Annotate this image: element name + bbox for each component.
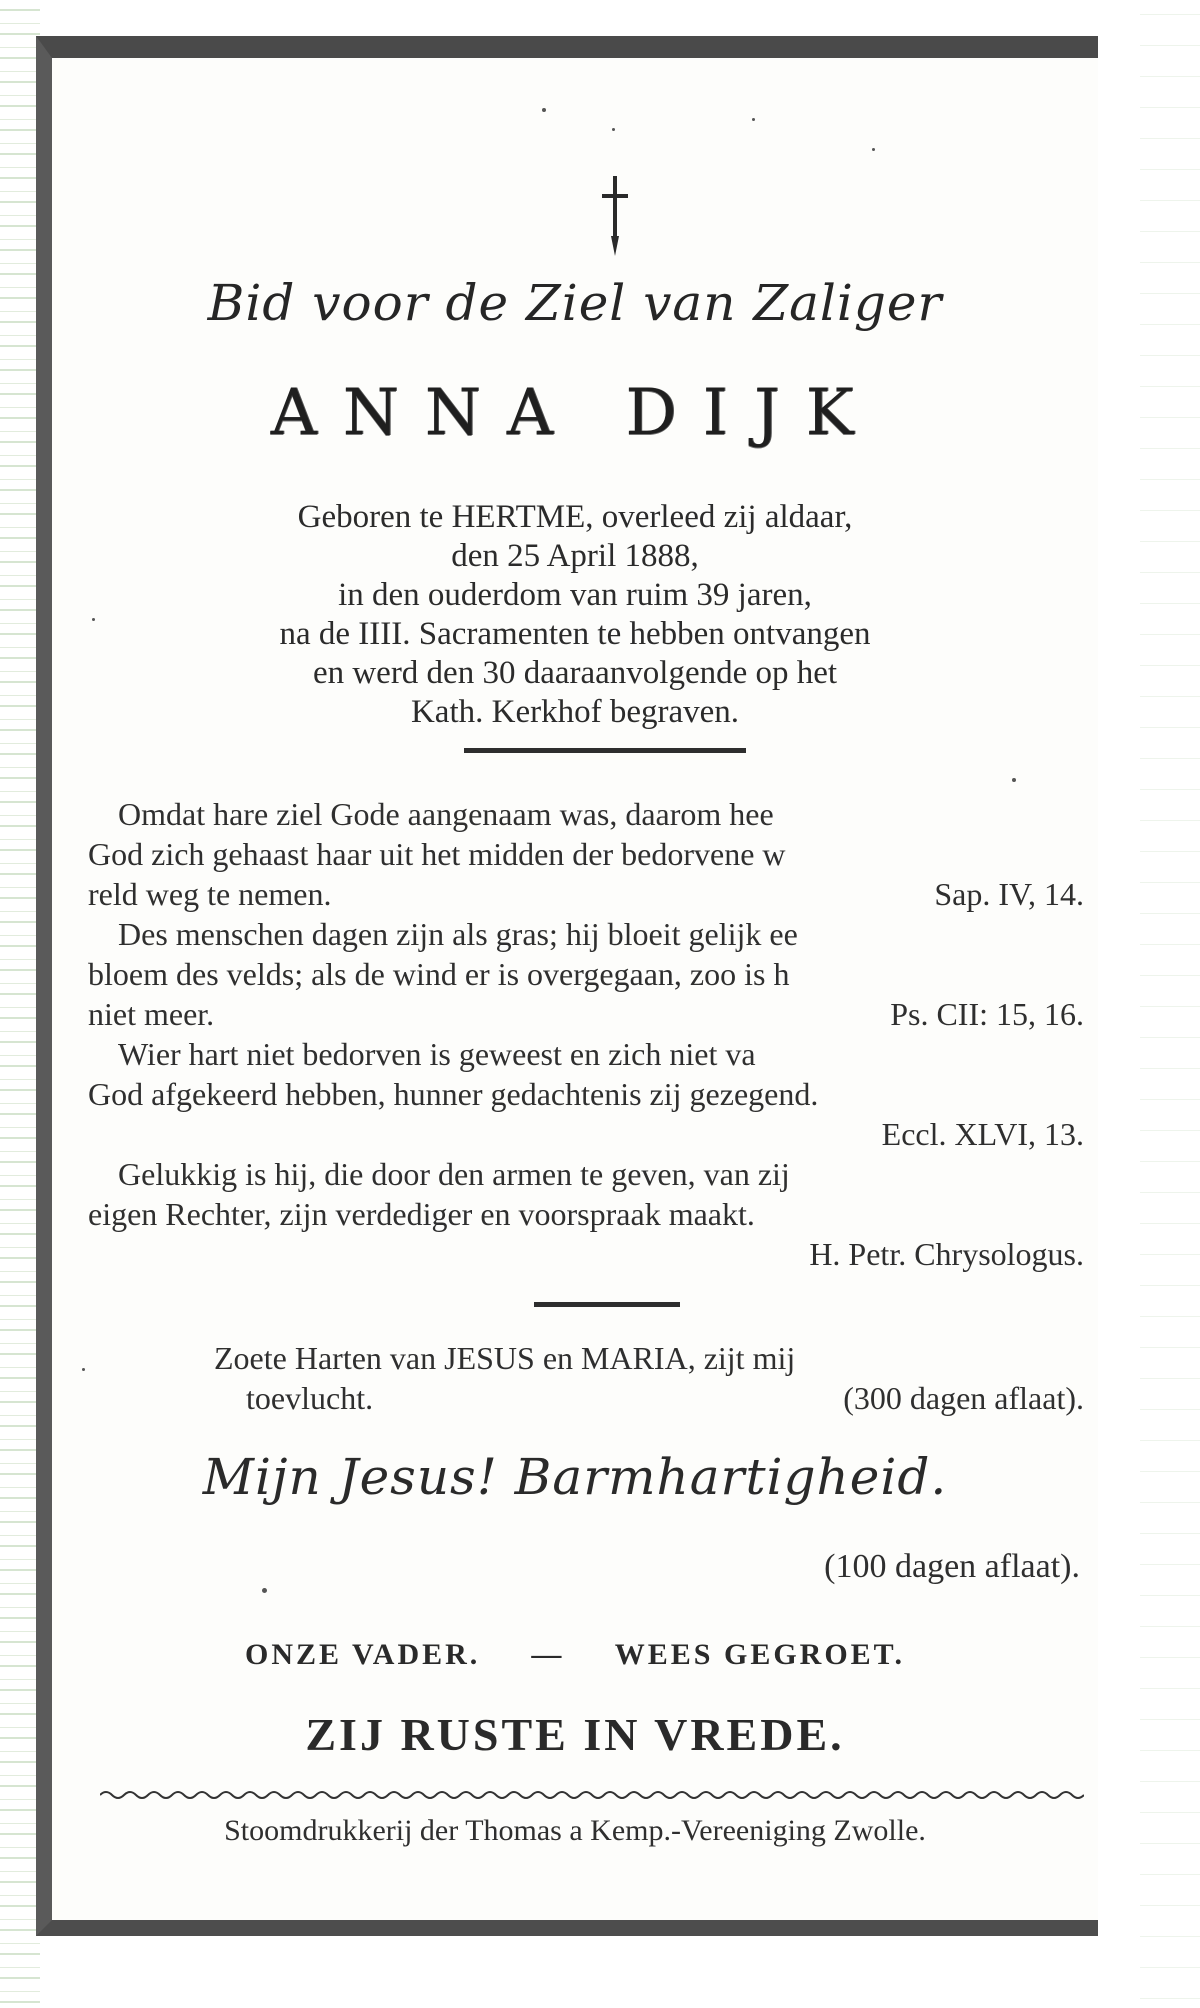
verse-line: eigen Rechter, zijn verdediger en voorspraak maakt. bbox=[88, 1196, 755, 1232]
plea-heading: Mijn Jesus! Barmhartigheid. bbox=[202, 1448, 948, 1506]
printer-imprint: Stoomdrukkerij der Thomas a Kemp.-Vereeniging Zwolle. bbox=[224, 1814, 926, 1847]
memorial-card bbox=[36, 36, 1098, 1936]
divider-rule bbox=[464, 748, 746, 753]
bio-line: en werd den 30 daaraanvolgende op het bbox=[312, 655, 838, 691]
wavy-border bbox=[100, 1788, 1084, 1802]
bio-line: Kath. Kerkhof begraven. bbox=[410, 694, 740, 730]
verse-reference: Ps. CII: 15, 16. bbox=[890, 996, 1084, 1032]
verse-line: Wier hart niet bedorven is geweest en zich niet va bbox=[118, 1036, 756, 1072]
prayer-line: Zoete Harten van JESUS en MARIA, zijt mij bbox=[214, 1340, 796, 1376]
scan-speck bbox=[1012, 778, 1016, 782]
bio-line: na de IIII. Sacramenten te hebben ontvangen bbox=[279, 616, 871, 652]
onze-vader: ONZE VADER. bbox=[245, 1638, 481, 1671]
verse-line: Omdat hare ziel Gode aangenaam was, daarom hee bbox=[118, 796, 774, 832]
cross-icon bbox=[600, 176, 630, 258]
rest-in-peace: ZIJ RUSTE IN VREDE. bbox=[305, 1709, 845, 1760]
card-content bbox=[52, 58, 1098, 1920]
verse-reference: Eccl. XLVI, 13. bbox=[881, 1116, 1084, 1152]
invocation-heading: Bid voor de Ziel van Zaliger bbox=[207, 274, 943, 332]
prayer-line: toevlucht. bbox=[246, 1380, 374, 1416]
scan-speck bbox=[262, 1588, 267, 1593]
scan-speck bbox=[612, 128, 615, 131]
scan-speck bbox=[542, 108, 546, 112]
verse-reference: Sap. IV, 14. bbox=[934, 876, 1084, 912]
scan-speck bbox=[92, 618, 95, 621]
bio-line: Geboren te HERTME, overleed zij aldaar, bbox=[297, 499, 853, 535]
prayer-indulgence: (300 dagen aflaat). bbox=[843, 1380, 1084, 1416]
scan-edge-right bbox=[1140, 0, 1200, 2008]
verse-line: Des menschen dagen zijn als gras; hij bloeit gelijk ee bbox=[118, 916, 798, 952]
scan-speck bbox=[752, 118, 755, 121]
divider-rule bbox=[534, 1302, 680, 1307]
verse-reference: H. Petr. Chrysologus. bbox=[809, 1236, 1084, 1272]
verse-line: niet meer. bbox=[88, 996, 215, 1032]
bio-line: in den ouderdom van ruim 39 jaren, bbox=[338, 577, 812, 613]
deceased-name: ANNA DIJK bbox=[270, 376, 880, 450]
verse-line: Gelukkig is hij, die door den armen te geven, van zij bbox=[118, 1156, 790, 1192]
scan-speck bbox=[872, 148, 875, 151]
scan-edge-left bbox=[0, 0, 40, 2008]
wees-gegroet: WEES GEGROET. bbox=[614, 1638, 905, 1671]
plea-indulgence: (100 dagen aflaat). bbox=[824, 1548, 1080, 1585]
verse-line: God afgekeerd hebben, hunner gedachtenis zij gezegend. bbox=[88, 1076, 819, 1112]
prayers-line bbox=[52, 1638, 1098, 1672]
verse-line: reld weg te nemen. bbox=[88, 876, 332, 912]
dash: — bbox=[531, 1638, 565, 1671]
bio-line: den 25 April 1888, bbox=[451, 538, 699, 574]
scan-speck bbox=[82, 1368, 85, 1371]
verse-line: bloem des velds; als de wind er is overgegaan, zoo is h bbox=[88, 956, 790, 992]
verse-line: God zich gehaast haar uit het midden der bedorvene w bbox=[88, 836, 786, 872]
